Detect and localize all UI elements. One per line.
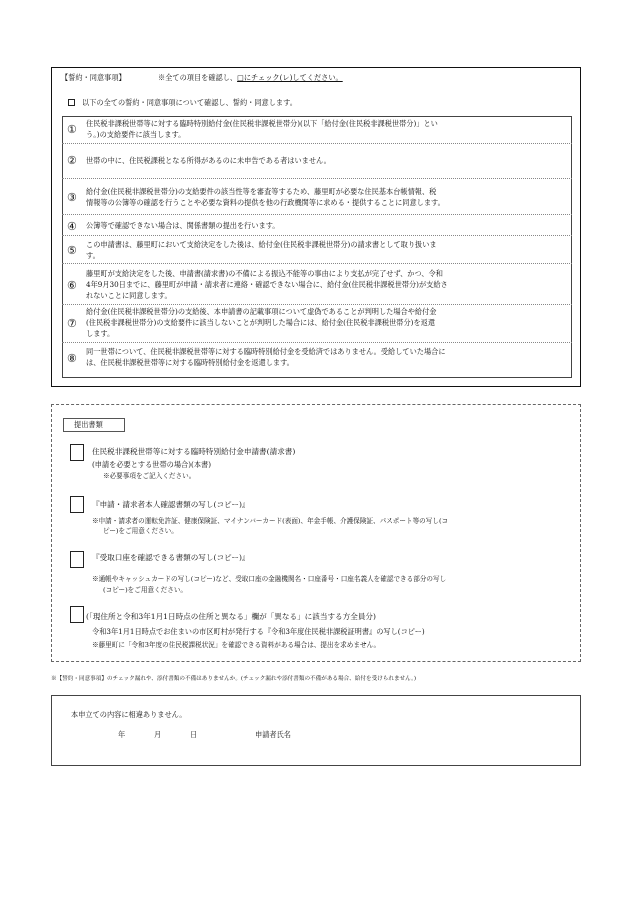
pledge-number: ④ <box>67 220 77 233</box>
divider <box>62 263 572 264</box>
footer-note: ※【誓約・同意事項】のチェック漏れや、添付書類の不備はありませんか。(チェック漏れや添付書類の不備がある場合、給付を受けられません。) <box>51 676 417 682</box>
pledge-item-text: は、住民税非課税世帯等に対する臨時特別給付金を返還します。 <box>86 358 294 367</box>
pledge-item-text: この申請書は、藤里町において支給決定をした後は、給付金(住民税非課税世帯分)の請求書として取り扱いま <box>86 240 437 249</box>
divider <box>62 304 572 305</box>
pledge-item-text: (住民税非課税世帯分)の支給要件に該当しないことが判明した場合には、給付金(住民税非課税世帯分)を返還 <box>86 318 436 327</box>
divider <box>62 143 572 144</box>
document-checkbox[interactable] <box>70 606 84 623</box>
pledge-item-text: れないことに同意します。 <box>86 291 172 300</box>
pledge-item-text: 情報等の公簿等の確認を行うことや必要な資料の提供を他の行政機関等に求める・提供することに同意します。 <box>86 198 445 207</box>
pledge-item-text: 同一世帯について、住民税非課税世帯等に対する臨時特別給付金を受給済ではありません。受給していた場合に <box>86 347 446 356</box>
document-note: ※通帳やキャッシュカードの写し(コピー)など、受取口座の金融機関名・口座番号・口座名義人を確認できる部分の写し <box>92 575 447 583</box>
confirmation-statement: 本申立ての内容に相違ありません。 <box>71 710 187 719</box>
divider <box>62 235 572 236</box>
document-title: 住民税非課税世帯等に対する臨時特別給付金申請書(請求書) <box>92 447 296 456</box>
pledge-instruction: ※全ての項目を確認し、□にチェック(レ)してください。 <box>158 73 343 82</box>
document-title: 『受取口座を確認できる書類の写し(コピー)』 <box>92 553 250 562</box>
agree-all-label: 以下の全ての誓約・同意事項について確認し、誓約・同意します。 <box>82 98 297 107</box>
document-sub: (申請を必要とする世帯の場合)(本書) <box>92 460 212 469</box>
pledge-number: ⑦ <box>67 317 77 330</box>
pledge-number: ⑧ <box>67 352 77 365</box>
pledge-item-text: 住民税非課税世帯等に対する臨時特別給付金(住民税非課税世帯分)(以下「給付金(住民税非課税世帯分)」とい <box>86 119 438 128</box>
month-label: 月 <box>154 730 162 739</box>
document-checkbox[interactable] <box>70 444 84 461</box>
pledge-item-text: 給付金(住民税非課税世帯分)の支給後、本申請書の記載事項について虚偽であることが判明した場合や給付金 <box>86 307 437 316</box>
pledge-item-text: す。 <box>86 251 100 260</box>
pledge-number: ⑤ <box>67 244 77 257</box>
day-label: 日 <box>190 730 198 739</box>
pledge-item-text: 藤里町が支給決定をした後、申請書(請求書)の不備による振込不能等の事由により支払が完了せず、かつ、令和 <box>86 269 443 278</box>
confirmation-section <box>51 695 581 766</box>
document-note: ※申請・請求者の運転免許証、健康保険証、マイナンバーカード(表面)、年金手帳、介護保険証、パスポート等の写し(コ <box>92 517 449 525</box>
document-title: (「現住所と令和3年1月1日時点の住所と異なる」欄が「異なる」に該当する方全員分) <box>86 612 376 621</box>
year-label: 年 <box>118 730 126 739</box>
document-checkbox[interactable] <box>70 551 84 568</box>
document-note: ピー)をご用意ください。 <box>103 527 178 535</box>
pledge-number: ① <box>67 123 77 136</box>
divider <box>62 342 572 343</box>
divider <box>62 178 572 179</box>
divider <box>62 214 572 215</box>
document-note: (コピー)をご用意ください。 <box>103 586 188 594</box>
pledge-item-text: します。 <box>86 329 115 338</box>
pledge-item-text: う。)の支給要件に該当します。 <box>86 130 186 139</box>
pledge-number: ③ <box>67 191 77 204</box>
pledge-heading: 【誓約・同意事項】 <box>61 73 126 82</box>
pledge-item-text: 給付金(住民税非課税世帯分)の支給要件の該当性等を審査等するため、藤里町が必要な住民基本台帳情報、税 <box>86 187 437 196</box>
document-title: 『申請・請求者本人確認書類の写し(コピー)』 <box>92 500 250 509</box>
documents-heading: 提出書類 <box>74 420 103 429</box>
pledge-item-text: 公簿等で確認できない場合は、関係書類の提出を行います。 <box>86 221 280 230</box>
document-note: ※必要事項をご記入ください。 <box>103 472 196 480</box>
pledge-number: ⑥ <box>67 279 77 292</box>
document-sub: 令和3年1月1日時点でお住まいの市区町村が発行する『令和3年度住民税非課税証明書』の写し(コピー) <box>92 627 425 636</box>
document-note: ※藤里町に「令和3年度の住民税課税状況」を確認できる資料がある場合は、提出を求めません。 <box>92 641 381 649</box>
applicant-name-label: 申請者氏名 <box>255 730 291 739</box>
document-checkbox[interactable] <box>70 496 84 513</box>
pledge-item-text: 世帯の中に、住民税課税となる所得があるのに未申告である者はいません。 <box>86 156 331 165</box>
agree-all-checkbox[interactable] <box>68 99 75 106</box>
pledge-number: ② <box>67 154 77 167</box>
pledge-item-text: 4年9月30日までに、藤里町が申請・請求者に連絡・確認できない場合に、給付金(住民税非課税世帯分)が支給さ <box>86 280 448 289</box>
